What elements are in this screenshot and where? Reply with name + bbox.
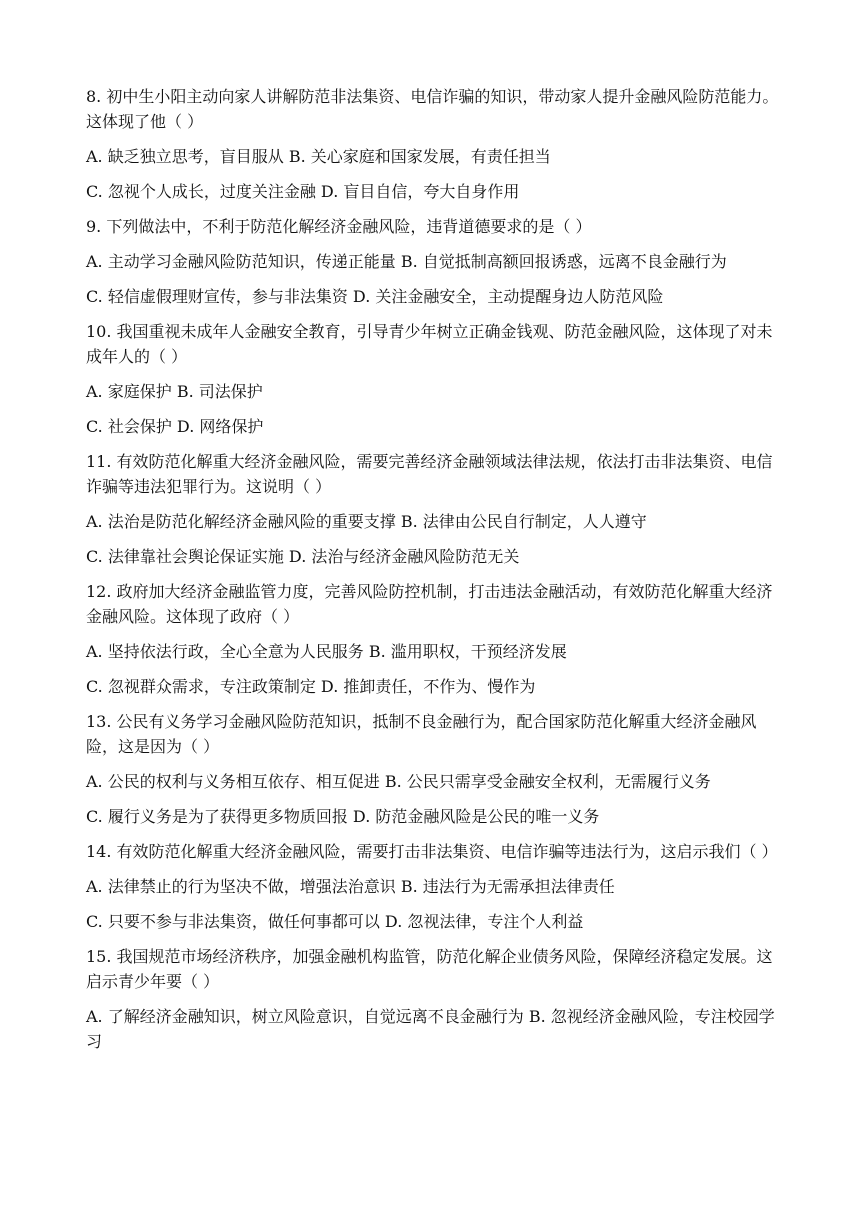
question-15-options-ab: A. 了解经济金融知识，树立风险意识，自觉远离不良金融行为 B. 忽视经济金融风险，专注校园学习 [86, 1007, 775, 1051]
question-13-stem: 13. 公民有义务学习金融风险防范知识，抵制不良金融行为，配合国家防范化解重大经济金融风险，这是因为（ ） [86, 712, 757, 756]
question-9-options-ab: A. 主动学习金融风险防范知识，传递正能量 B. 自觉抵制高额回报诱惑，远离不良金融行为 [86, 252, 727, 271]
question-14-options-cd: C. 只要不参与非法集资，做任何事都可以 D. 忽视法律，专注个人利益 [86, 912, 584, 931]
question-12-stem: 12. 政府加大经济金融监管力度，完善风险防控机制，打击违法金融活动，有效防范化解重大经济金融风险。这体现了政府（ ） [86, 582, 773, 626]
question-11-options-cd: C. 法律靠社会舆论保证实施 D. 法治与经济金融风险防范无关 [86, 547, 520, 566]
question-13-options-ab: A. 公民的权利与义务相互依存、相互促进 B. 公民只需享受金融安全权利，无需履行义务 [86, 772, 711, 791]
question-11-stem: 11. 有效防范化解重大经济金融风险，需要完善经济金融领域法律法规，依法打击非法集资、电信诈骗等违法犯罪行为。这说明（ ） [86, 452, 773, 496]
question-8-options-ab: A. 缺乏独立思考，盲目服从 B. 关心家庭和国家发展，有责任担当 [86, 147, 551, 166]
question-15-stem: 15. 我国规范市场经济秩序，加强金融机构监管，防范化解企业债务风险，保障经济稳定发展。这启示青少年要（ ） [86, 947, 773, 991]
question-12-options-cd: C. 忽视群众需求，专注政策制定 D. 推卸责任，不作为、慢作为 [86, 677, 536, 696]
question-8-stem: 8. 初中生小阳主动向家人讲解防范非法集资、电信诈骗的知识，带动家人提升金融风险防范能力。这体现了他（ ） [86, 87, 779, 131]
question-10-options-ab: A. 家庭保护 B. 司法保护 [86, 382, 263, 401]
question-9-stem: 9. 下列做法中，不利于防范化解经济金融风险，违背道德要求的是（ ） [86, 217, 592, 236]
question-9-options-cd: C. 轻信虚假理财宣传，参与非法集资 D. 关注金融安全，主动提醒身边人防范风险 [86, 287, 664, 306]
question-14-stem: 14. 有效防范化解重大经济金融风险，需要打击非法集资、电信诈骗等违法行为，这启示我们（ ） [86, 842, 778, 861]
question-10-stem: 10. 我国重视未成年人金融安全教育，引导青少年树立正确金钱观、防范金融风险，这体现了对未成年人的（ ） [86, 322, 773, 366]
question-8-options-cd: C. 忽视个人成长，过度关注金融 D. 盲目自信，夸大自身作用 [86, 182, 520, 201]
question-13-options-cd: C. 履行义务是为了获得更多物质回报 D. 防范金融风险是公民的唯一义务 [86, 807, 600, 826]
question-11-options-ab: A. 法治是防范化解经济金融风险的重要支撑 B. 法律由公民自行制定，人人遵守 [86, 512, 647, 531]
question-10-options-cd: C. 社会保护 D. 网络保护 [86, 417, 264, 436]
question-12-options-ab: A. 坚持依法行政，全心全意为人民服务 B. 滥用职权，干预经济发展 [86, 642, 567, 661]
question-14-options-ab: A. 法律禁止的行为坚决不做，增强法治意识 B. 违法行为无需承担法律责任 [86, 877, 615, 896]
